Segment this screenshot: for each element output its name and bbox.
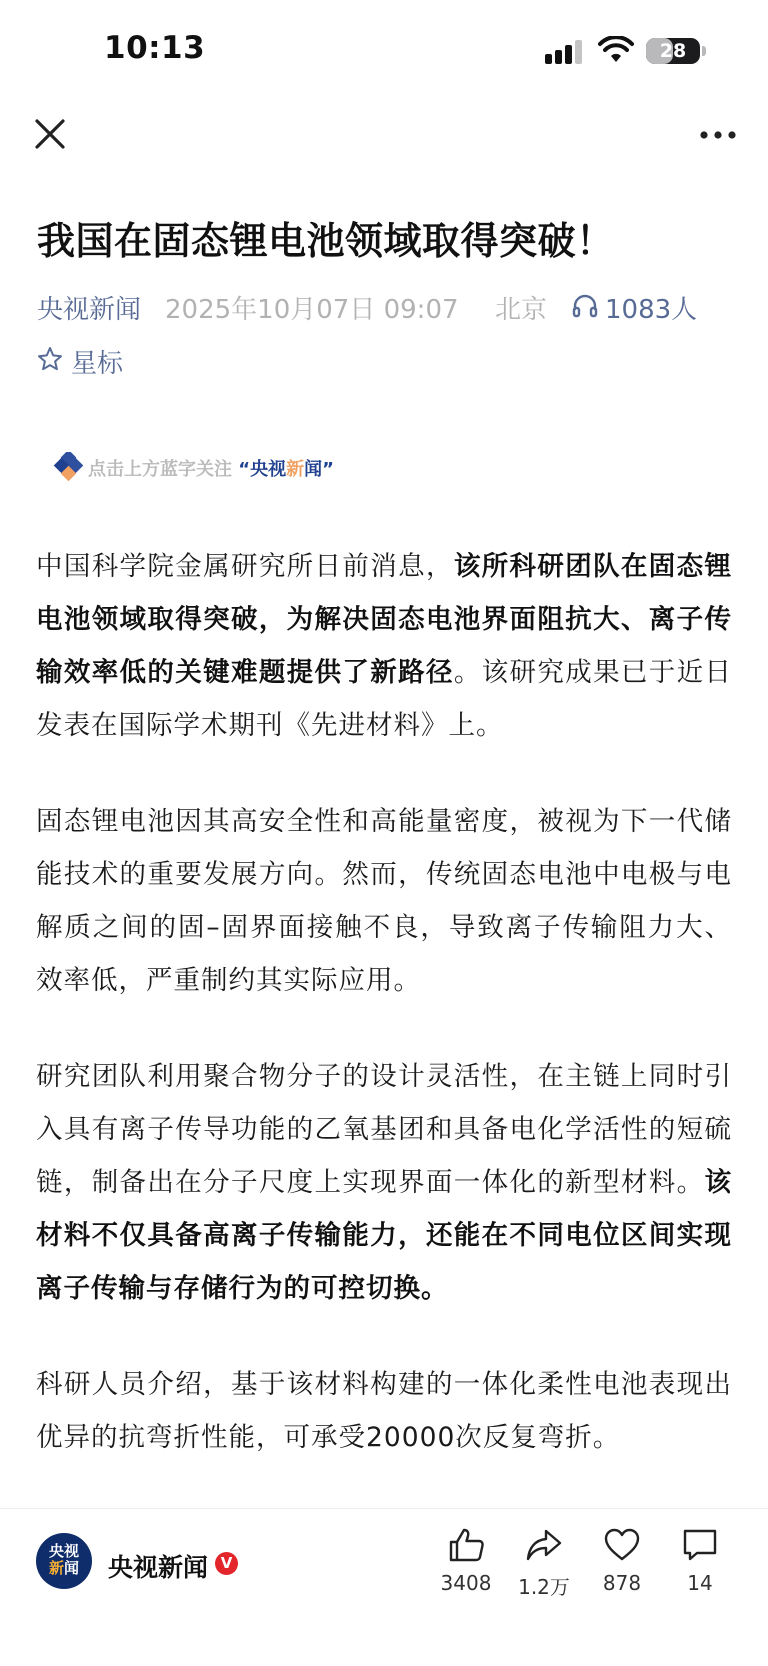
cellular-signal-icon <box>545 40 585 64</box>
close-icon[interactable] <box>30 114 70 154</box>
article-body <box>36 540 732 1507</box>
publish-datetime: 2025年10月07日 09:07 <box>165 295 459 325</box>
headphones-icon <box>572 293 598 319</box>
like-button[interactable] <box>426 1527 506 1595</box>
verified-badge-icon: V <box>215 1552 238 1575</box>
paragraph-1: 中国科学院金属研究所日前消息，该所科研团队在固态锂电池领域取得突破，为解决固态电池界面阻抗大、离子传输效率低的关键难题提供了新路径。该研究成果已于近日发表在国际学术期刊《先进材料》上。 <box>36 551 732 741</box>
follow-prompt: 点击上方蓝字关注 “央视新闻” <box>88 459 334 480</box>
listen-count: 1083人 <box>605 295 698 325</box>
comment-button[interactable] <box>660 1527 740 1595</box>
favorite-button[interactable] <box>582 1527 662 1595</box>
like-count: 3408 <box>440 1571 492 1595</box>
paragraph-4: 科研人员介绍，基于该材料构建的一体化柔性电池表现出优异的抗弯折性能，可承受20000次反复弯折。 <box>36 1369 732 1453</box>
heart-icon <box>603 1527 641 1563</box>
share-button[interactable] <box>504 1527 584 1600</box>
article-title: 我国在固态锂电池领域取得突破！ <box>37 219 615 263</box>
account-avatar[interactable]: 央视 新闻 <box>36 1533 92 1589</box>
wifi-icon <box>598 36 634 64</box>
paragraph-3: 研究团队利用聚合物分子的设计灵活性，在主链上同时引入具有离子传导功能的乙氧基团和具备电化学活性的短硫链，制备出在分子尺度上实现界面一体化的新型材料。该材料不仅具备高离子传输能力，还能在不同电位区间实现离子传输与存储行为的可控切换。 <box>36 1061 732 1304</box>
battery-level: 28 <box>659 40 687 62</box>
star-label: 星标 <box>71 349 124 379</box>
comment-icon <box>681 1527 719 1563</box>
comment-count: 14 <box>687 1571 713 1595</box>
source-link[interactable]: 央视新闻 <box>37 295 142 325</box>
bottom-action-bar <box>0 1508 768 1666</box>
favorite-count: 878 <box>602 1571 642 1595</box>
cctv-logo-icon <box>53 452 85 482</box>
status-bar <box>0 0 768 100</box>
share-icon <box>525 1527 563 1563</box>
battery-icon <box>646 38 700 64</box>
share-count: 1.2万 <box>518 1575 570 1599</box>
star-icon <box>37 346 63 372</box>
more-horizontal-icon[interactable] <box>698 120 738 150</box>
battery-cap <box>702 46 706 56</box>
thumbs-up-icon <box>447 1527 485 1563</box>
publish-location: 北京 <box>495 295 548 325</box>
account-name[interactable]: 央视新闻 <box>108 1553 209 1582</box>
paragraph-2: 固态锂电池因其高安全性和高能量密度，被视为下一代储能技术的重要发展方向。然而，传统固态电池中电极与电解质之间的固–固界面接触不良，导致离子传输阻力大、效率低，严重制约其实际应用。 <box>36 806 732 996</box>
status-time: 10:13 <box>104 30 206 66</box>
